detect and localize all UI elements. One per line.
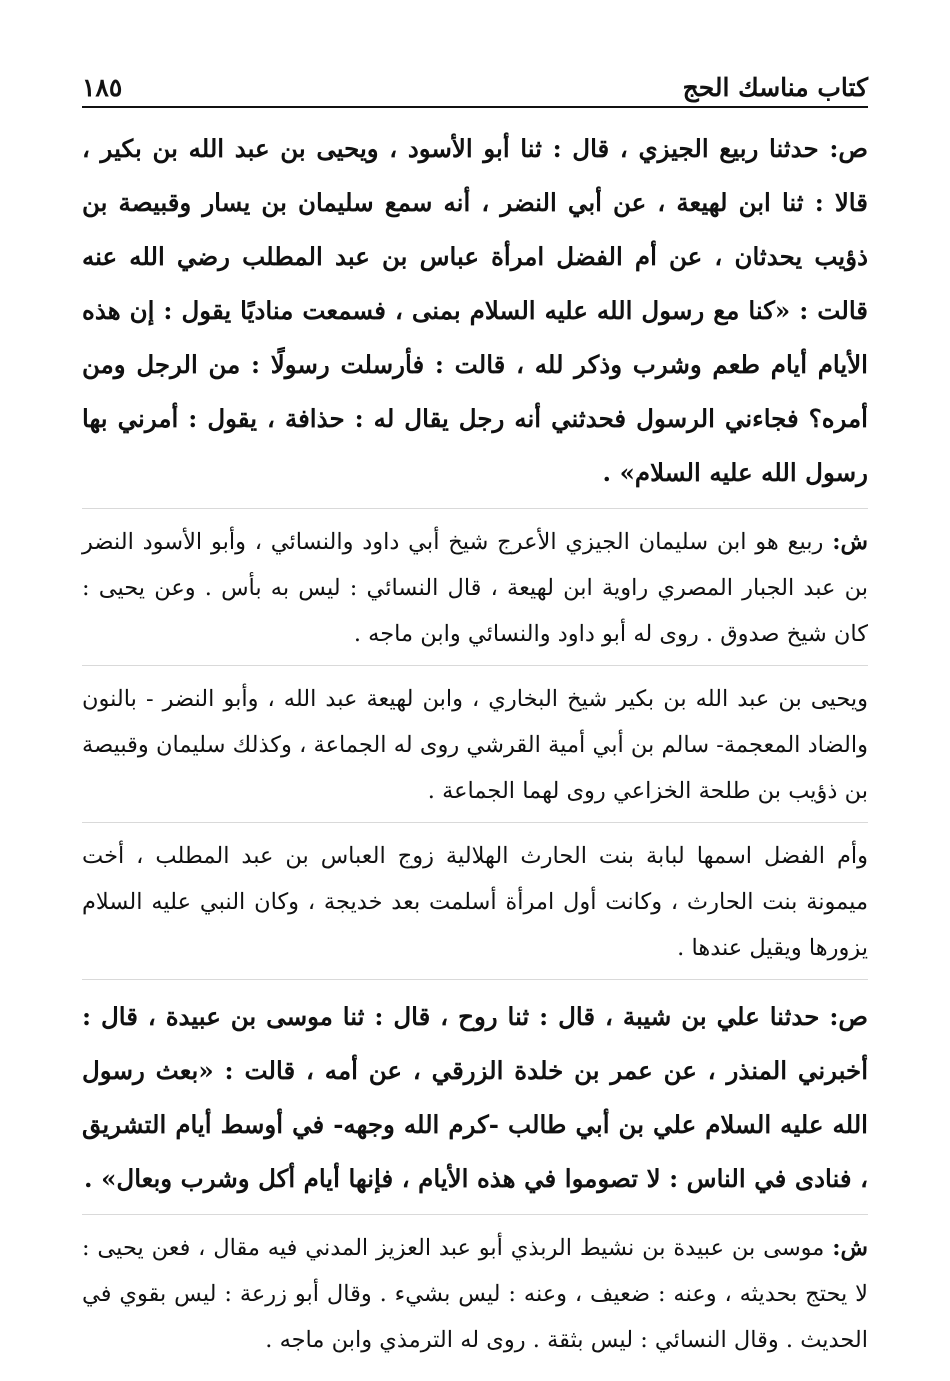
matn-marker: ص: — [829, 1002, 869, 1031]
sharh-paragraph-3 — [82, 833, 868, 971]
paragraph-divider — [82, 1214, 868, 1215]
matn-marker: ص: — [829, 134, 869, 163]
book-title: كتاب مناسك الحج — [682, 73, 868, 102]
sharh-text: موسى بن عبيدة بن نشيط الربذي أبو عبد العزيز المدني فيه مقال ، فعن يحيى : لا يحتج بحديثه ، وعنه : ضعيف ، وعنه : ليس بشيء . وقال أبو زرعة : ليس بقوي في الحديث . وقال النسائي : ليس بثقة . روى له الترمذي وابن ماجه . — [82, 1235, 868, 1353]
sharh-paragraph-4 — [82, 1225, 868, 1363]
sharh-text: ويحيى بن عبد الله بن بكير شيخ البخاري ، وابن لهيعة عبد الله ، وأبو النضر - بالنون والضاد المعجمة- سالم بن أبي أمية القرشي روى له الجماعة ، وكذلك سليمان وقبيصة بن ذؤيب بن طلحة الخزاعي روى لهما الجماعة . — [82, 686, 868, 804]
paragraph-divider — [82, 508, 868, 509]
matn-text: حدثنا ربيع الجيزي ، قال : ثنا أبو الأسود ، ويحيى بن عبد الله بن بكير ، قالا : ثنا ابن لهيعة ، عن أبي النضر ، أنه سمع سليمان بن يسار وقبيصة بن ذؤيب يحدثان ، عن أم الفضل امرأة عباس بن عبد المطلب رضي الله عنه قالت : «كنا مع رسول الله عليه السلام بمنى ، فسمعت مناديًا يقول : إن هذه الأيام أيام طعم وشرب وذكر لله ، قالت : فأرسلت رسولًا : من الرجل ومن أمره؟ فجاءني الرسول فحدثني أنه رجل يقال له : حذافة ، يقول : أمرني بها رسول الله عليه السلام» . — [82, 134, 868, 487]
sharh-marker: ش: — [832, 529, 868, 555]
page-number: ١٨٥ — [82, 73, 123, 102]
paragraph-divider — [82, 979, 868, 980]
matn-text: حدثنا علي بن شيبة ، قال : ثنا روح ، قال : ثنا موسى بن عبيدة ، قال : أخبرني المنذر ، عن عمر بن خلدة الزرقي ، عن أمه ، قالت : «بعث رسول الله عليه السلام علي بن أبي طالب -كرم الله وجهه- في أوسط أيام التشريق ، فنادى في الناس : لا تصوموا في هذه الأيام ، فإنها أيام أكل وشرب وبعال» . — [82, 1002, 868, 1193]
running-header — [82, 58, 868, 102]
paragraph-divider — [82, 822, 868, 823]
matn-paragraph-2 — [82, 990, 868, 1206]
sharh-paragraph-2 — [82, 676, 868, 814]
paragraph-divider — [82, 665, 868, 666]
sharh-text: ربيع هو ابن سليمان الجيزي الأعرج شيخ أبي داود والنسائي ، وأبو الأسود النضر بن عبد الجبار المصري راوية ابن لهيعة ، قال النسائي : ليس به بأس . وعن يحيى : كان شيخ صدوق . روى له أبو داود والنسائي وابن ماجه . — [82, 529, 868, 647]
header-rule — [82, 106, 868, 108]
sharh-marker: ش: — [832, 1235, 868, 1261]
sharh-text: وأم الفضل اسمها لبابة بنت الحارث الهلالية زوج العباس بن عبد المطلب ، أخت ميمونة بنت الحارث ، وكانت أول امرأة أسلمت بعد خديجة ، وكان النبي عليه السلام يزورها ويقيل عندها . — [82, 843, 868, 961]
sharh-paragraph-1 — [82, 519, 868, 657]
matn-paragraph-1 — [82, 122, 868, 500]
